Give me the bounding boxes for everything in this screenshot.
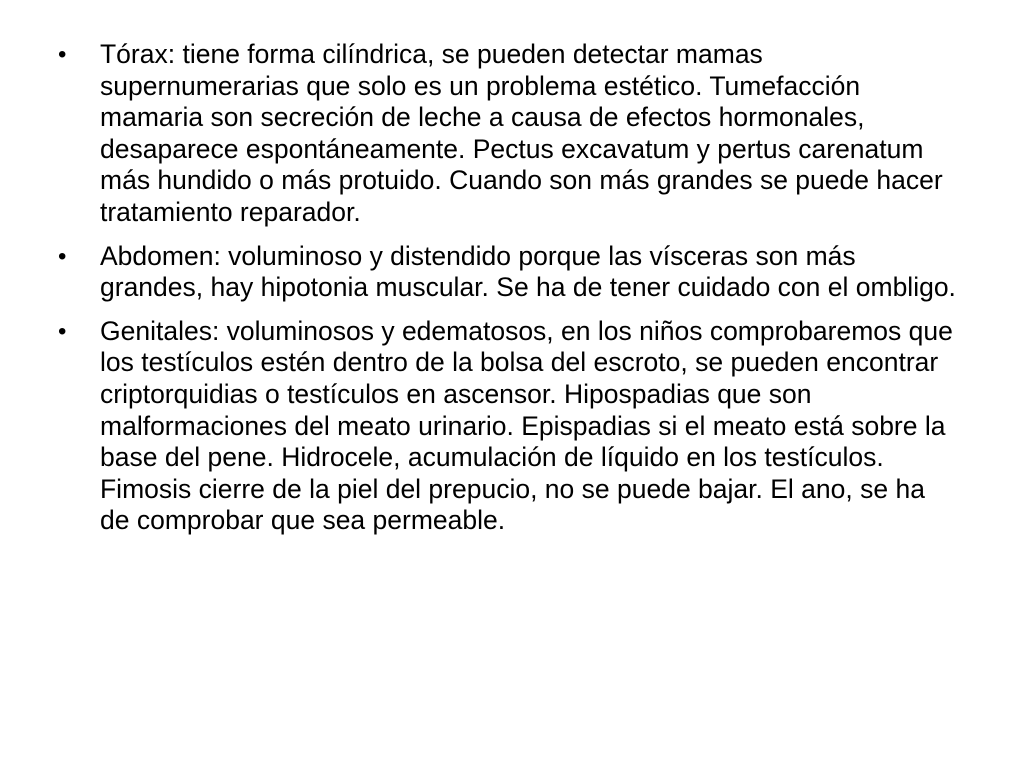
bullet-list xyxy=(58,39,958,537)
bullet-dot-icon: • xyxy=(58,41,67,68)
bullet-text: Abdomen: voluminoso y distendido porque las vísceras son más grandes, hay hipotonia muscular. Se ha de tener cuidado con el ombligo. xyxy=(100,240,956,303)
bullet-item-genitales xyxy=(58,316,958,537)
bullet-dot-icon: • xyxy=(58,242,67,270)
bullet-text: Genitales: voluminosos y edematosos, en los niños comprobaremos que los testículos estén dentro de la bolsa del escroto, se pueden encontrar criptorquidias o testículos en ascensor. Hipospadias que son malformaciones del meato urinario. Epispadias si el meato está sobre la base del pene. Hidrocele, acumulación de líquido en los testículos. Fimosis cierre de la piel del prepucio, no se puede bajar. El ano, se ha de comprobar que sea permeable. xyxy=(100,315,953,536)
bullet-item-abdomen xyxy=(58,241,958,304)
bullet-text: Tórax: tiene forma cilíndrica, se pueden detectar mamas supernumerarias que solo es un problema estético. Tumefacción mamaria son secreción de leche a causa de efectos hormonales, desaparece espontáneamente. Pectus excavatum y pertus carenatum más hundido o más protuido. Cuando son más grandes se puede hacer tratamiento reparador. xyxy=(100,39,943,227)
bullet-dot-icon: • xyxy=(58,317,67,345)
bullet-item-torax xyxy=(58,39,958,229)
